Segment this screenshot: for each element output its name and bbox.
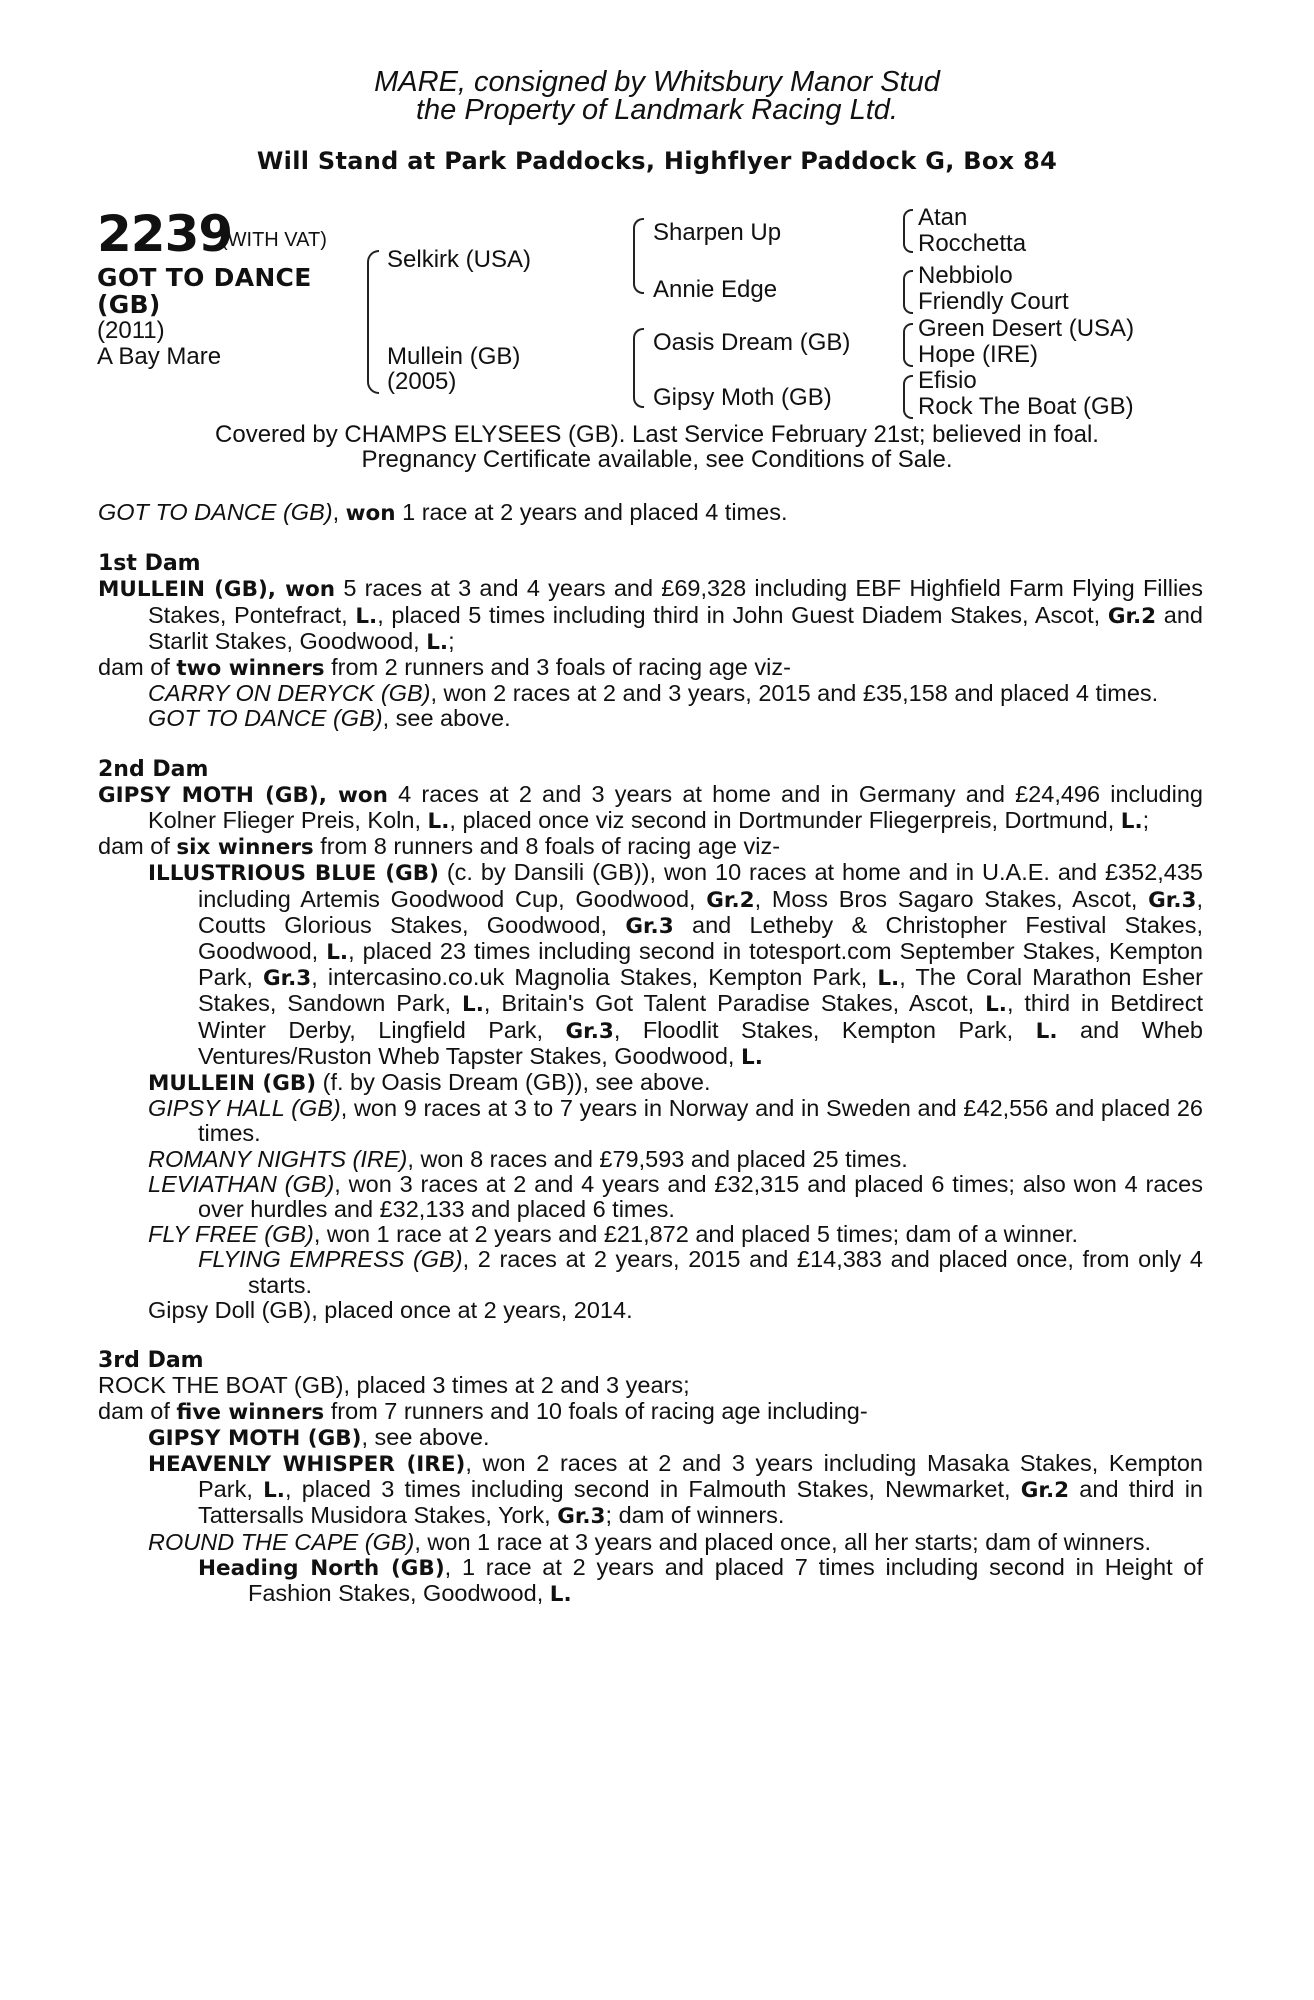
horse-description: A Bay Mare (97, 343, 222, 370)
second-dam-granddaughter-flying-empress: FLYING EMPRESS (GB), 2 races at 2 years, 2015 and £14,383 and placed once, from only 4 starts. (198, 1246, 1203, 1298)
third-dam-foal-round-the-cape: ROUND THE CAPE (GB), won 1 race at 3 years and placed once, all her starts; dam of winners. (148, 1528, 1152, 1555)
first-dam-foal-2: GOT TO DANCE (GB), see above. (148, 705, 511, 732)
horse-name: GOT TO DANCE (97, 263, 312, 292)
ggp-brace-1 (903, 209, 913, 253)
dam-sire: Oasis Dream (GB) (653, 329, 851, 356)
vat-note: (WITH VAT) (221, 229, 327, 251)
intro-line: GOT TO DANCE (GB), won 1 race at 2 years and placed 4 times. (98, 499, 788, 526)
consignor-line: MARE, consigned by Whitsbury Manor Stud (374, 66, 940, 98)
second-dam-record: GIPSY MOTH (GB), won 4 races at 2 and 3 years at home and in Germany and £24,496 including Kolner Flieger Preis, Koln, L., placed once viz second in Dortmunder Fliegerpreis, Dortmund, L.; (98, 780, 1203, 835)
first-dam-record: MULLEIN (GB), won 5 races at 3 and 4 years and £69,328 including EBF Highfield Farm Flying Fillies Stakes, Pontefract, L., placed 5 times including third in John Guest Diadem Stakes, Ascot, Gr.2 and Starlit Stakes, Goodwood, L.; (98, 575, 1204, 655)
second-dam-foal-mullein: MULLEIN (GB) (f. by Oasis Dream (GB)), see above. (148, 1069, 711, 1097)
second-dam-foal-gipsy-hall: GIPSY HALL (GB), won 9 races at 3 to 7 years in Norway and in Sweden and £42,556 and placed 26 times. (148, 1095, 1203, 1147)
ggp-brace-2 (903, 270, 913, 314)
ggp-6: Hope (IRE) (918, 341, 1039, 368)
second-dam-foal-leviathan: LEVIATHAN (GB), won 3 races at 2 and 4 years and £32,315 and placed 6 times; also won 4 races over hurdles and £32,133 and placed 6 times. (148, 1170, 1203, 1223)
ggp-brace-4 (903, 375, 913, 419)
second-dam-foal-illustrious-blue: ILLUSTRIOUS BLUE (GB) (c. by Dansili (GB)), won 10 races at home and in U.A.E. and £352,435 including Artemis Goodwood Cup, Goodwood, Gr.2, Moss Bros Sagaro Stakes, Ascot, Gr.3, Coutts Glorious Stakes, Goodwood, Gr.3 and Letheby & Christopher Festival Stakes, Goodwood, L., placed 23 times including second in totesport.com September Stakes, Kempton Park, Gr.3, intercasino.co.uk Magnolia Stakes, Kempton Park, L., The Coral Marathon Esher Stakes, Sandown Park, L., Britain's Got Talent Paradise Stakes, Ascot, L., third in Betdirect Winter Derby, Lingfield Park, Gr.3, Floodlit Stakes, Kempton Park, L. and Wheb Ventures/Ruston Wheb Tapster Stakes, Goodwood, L. (148, 859, 1204, 1070)
third-dam-record: ROCK THE BOAT (GB), placed 3 times at 2 and 3 years; (98, 1372, 690, 1399)
pedigree-brace (367, 250, 379, 394)
first-dam-heading: 1st Dam (98, 551, 201, 577)
dam-brace (633, 328, 644, 408)
ggp-4: Friendly Court (918, 288, 1069, 315)
sire: Selkirk (USA) (387, 246, 532, 273)
ggp-2: Rocchetta (918, 230, 1027, 257)
second-dam-heading: 2nd Dam (98, 756, 209, 782)
third-dam-granddaughter-heading-north: Heading North (GB), 1 race at 2 years and placed 7 times including second in Height of Fashion Stakes, Goodwood, L. (198, 1553, 1203, 1607)
dam: Mullein (GB) (387, 343, 521, 370)
ggp-brace-3 (903, 323, 913, 367)
third-dam-heading: 3rd Dam (98, 1348, 204, 1374)
third-dam-foal-gipsy-moth: GIPSY MOTH (GB), see above. (148, 1423, 490, 1451)
dam-year: (2005) (387, 368, 457, 395)
pregnancy-note: Pregnancy Certificate available, see Conditions of Sale. (361, 446, 953, 473)
ggp-3: Nebbiolo (918, 262, 1013, 289)
lot-number: 2239 (97, 205, 233, 263)
covering-note: Covered by CHAMPS ELYSEES (GB). Last Service February 21st; believed in foal. (215, 421, 1099, 448)
third-dam-foal-heavenly-whisper: HEAVENLY WHISPER (IRE), won 2 races at 2 and 3 years including Masaka Stakes, Kempton Park, L., placed 3 times including second in Falmouth Stakes, Newmarket, Gr.2 and third in Tattersalls Musidora Stakes, York, Gr.3; dam of winners. (148, 1449, 1203, 1530)
sire-sire: Sharpen Up (653, 219, 782, 246)
third-dam-produce: dam of five winners from 7 runners and 10 foals of racing age including- (98, 1397, 868, 1425)
ggp-8: Rock The Boat (GB) (918, 393, 1134, 420)
second-dam-foal-gipsy-doll: Gipsy Doll (GB), placed once at 2 years, 2014. (148, 1296, 633, 1323)
ggp-1: Atan (918, 204, 968, 231)
first-dam-foal-1: CARRY ON DERYCK (GB), won 2 races at 2 and 3 years, 2015 and £35,158 and placed 4 times. (148, 680, 1159, 707)
produce-record (98, 500, 1203, 1607)
first-dam-produce: dam of two winners from 2 runners and 3 foals of racing age viz- (98, 654, 791, 682)
sire-brace (633, 218, 644, 294)
horse-year: (2011) (97, 317, 165, 344)
sire-dam: Annie Edge (653, 276, 778, 303)
property-line: the Property of Landmark Racing Ltd. (416, 94, 898, 126)
ggp-7: Efisio (918, 367, 977, 394)
ggp-5: Green Desert (USA) (918, 315, 1135, 342)
second-dam-foal-fly-free: FLY FREE (GB), won 1 race at 2 years and £21,872 and placed 5 times; dam of a winner. (148, 1221, 1079, 1248)
second-dam-foal-romany-nights: ROMANY NIGHTS (IRE), won 8 races and £79,593 and placed 25 times. (148, 1145, 908, 1172)
stand-location: Will Stand at Park Paddocks, Highflyer Paddock G, Box 84 (256, 147, 1058, 175)
dam-dam: Gipsy Moth (GB) (653, 384, 832, 411)
second-dam-produce: dam of six winners from 8 runners and 8 foals of racing age viz- (98, 833, 781, 861)
horse-country: (GB) (97, 290, 161, 319)
